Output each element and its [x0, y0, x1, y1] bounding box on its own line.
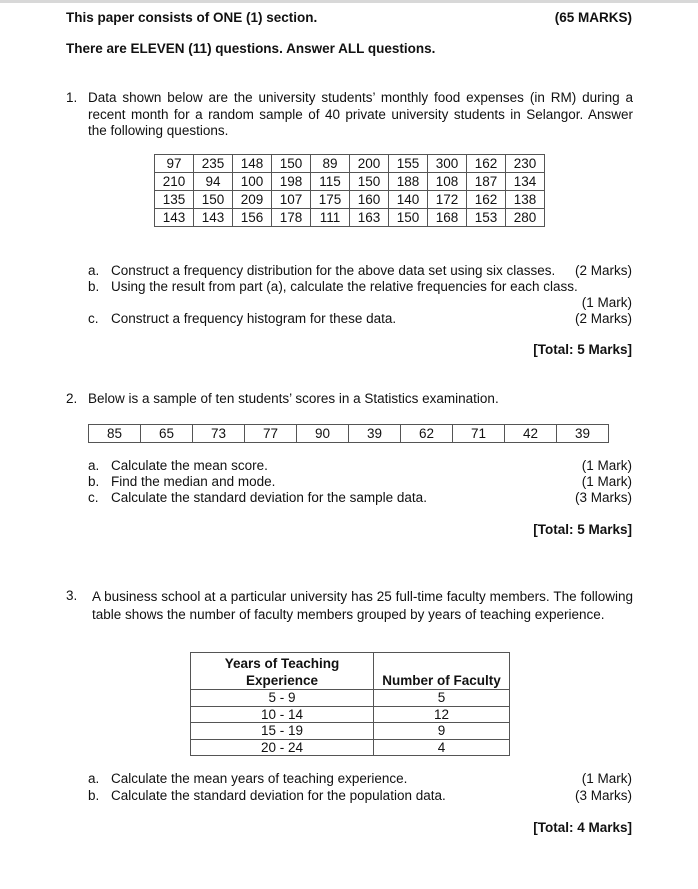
- table-cell: 230: [506, 155, 545, 173]
- score-cell: 42: [505, 425, 557, 443]
- table-cell: 143: [194, 209, 233, 227]
- q2-total: [Total: 5 Marks]: [533, 522, 632, 537]
- table-cell: 97: [155, 155, 194, 173]
- score-cell: 65: [141, 425, 193, 443]
- table-cell: 280: [506, 209, 545, 227]
- years-cell: 10 - 14: [191, 706, 374, 723]
- table-cell: 300: [428, 155, 467, 173]
- q3a-text: Calculate the mean years of teaching experience.: [111, 771, 408, 786]
- table-cell: 134: [506, 173, 545, 191]
- count-cell: 12: [374, 706, 510, 723]
- q2b-text: Find the median and mode.: [111, 474, 276, 489]
- q1b-text: Using the result from part (a), calculate the relative frequencies for each class.: [111, 279, 578, 294]
- years-cell: 5 - 9: [191, 690, 374, 707]
- sections-note: This paper consists of ONE (1) section.: [66, 10, 318, 25]
- count-cell: 9: [374, 723, 510, 740]
- table-cell: 209: [233, 191, 272, 209]
- table-cell: 150: [194, 191, 233, 209]
- table-row: [191, 723, 510, 740]
- q1-total: [Total: 5 Marks]: [533, 342, 632, 357]
- q1-text: Data shown below are the university students’ monthly food expenses (in RM) during a recent month for a random sample of 40 private university students in Selangor. Answer the following questions.: [88, 90, 633, 138]
- q2c-label: c.: [88, 490, 99, 505]
- table-cell: 138: [506, 191, 545, 209]
- score-cell: 62: [401, 425, 453, 443]
- table-cell: 111: [311, 209, 350, 227]
- table-row: [155, 209, 545, 227]
- table-cell: 153: [467, 209, 506, 227]
- table-row: [155, 155, 545, 173]
- page-edge: [0, 0, 698, 3]
- count-cell: 5: [374, 690, 510, 707]
- q2-scores-table: [88, 424, 609, 443]
- q2c-marks: (3 Marks): [575, 490, 632, 505]
- table-cell: 210: [155, 173, 194, 191]
- table-cell: 155: [389, 155, 428, 173]
- table-cell: 175: [311, 191, 350, 209]
- table-cell: 140: [389, 191, 428, 209]
- col-header-years-line2: Experience: [245, 673, 319, 688]
- q2a-label: a.: [88, 458, 100, 473]
- q2b-marks: (1 Mark): [581, 474, 632, 489]
- years-cell: 20 - 24: [191, 739, 374, 756]
- table-cell: 143: [155, 209, 194, 227]
- table-cell: 135: [155, 191, 194, 209]
- table-cell: 160: [350, 191, 389, 209]
- q3b-text: Calculate the standard deviation for the population data.: [111, 788, 446, 803]
- q2b-label: b.: [88, 474, 100, 489]
- q2a-marks: (1 Mark): [581, 458, 632, 473]
- col-header-faculty: Number of Faculty: [374, 653, 510, 690]
- table-cell: 200: [350, 155, 389, 173]
- score-cell: 77: [245, 425, 297, 443]
- table-cell: 198: [272, 173, 311, 191]
- q1-number: 1.: [66, 90, 78, 105]
- q1a-text: Construct a frequency distribution for the above data set using six classes.: [111, 263, 556, 278]
- q3a-marks: (1 Mark): [581, 771, 632, 786]
- table-cell: 188: [389, 173, 428, 191]
- table-cell: 235: [194, 155, 233, 173]
- score-cell: 73: [193, 425, 245, 443]
- q3-number: 3.: [66, 588, 78, 603]
- table-cell: 150: [389, 209, 428, 227]
- table-cell: 94: [194, 173, 233, 191]
- q2-text: Below is a sample of ten students’ scores in a Statistics examination.: [88, 391, 499, 406]
- q3b-label: b.: [88, 788, 100, 803]
- q1c-marks: (2 Marks): [575, 311, 632, 326]
- q1c-text: Construct a frequency histogram for these data.: [111, 311, 397, 326]
- col-header-years: [191, 653, 374, 690]
- table-cell: 107: [272, 191, 311, 209]
- score-cell: 71: [453, 425, 505, 443]
- table-cell: 162: [467, 191, 506, 209]
- count-cell: 4: [374, 739, 510, 756]
- q2a-text: Calculate the mean score.: [111, 458, 268, 473]
- table-cell: 168: [428, 209, 467, 227]
- table-cell: 89: [311, 155, 350, 173]
- table-row: [155, 191, 545, 209]
- table-row: [155, 173, 545, 191]
- table-cell: 148: [233, 155, 272, 173]
- col-header-years-line1: Years of Teaching: [224, 656, 340, 671]
- total-marks: (65 MARKS): [554, 10, 632, 25]
- q1a-marks: (2 Marks): [575, 263, 632, 278]
- q3b-marks: (3 Marks): [575, 788, 632, 803]
- q1b-marks: (1 Mark): [581, 295, 632, 310]
- table-cell: 162: [467, 155, 506, 173]
- score-cell: 85: [89, 425, 141, 443]
- q3-text: A business school at a particular university has 25 full-time faculty members. The following table shows the number of faculty members grouped by years of teaching experience.: [92, 589, 633, 622]
- q3-total: [Total: 4 Marks]: [533, 820, 632, 835]
- q1c-label: c.: [88, 311, 99, 326]
- table-row: [191, 690, 510, 707]
- table-cell: 163: [350, 209, 389, 227]
- table-cell: 150: [350, 173, 389, 191]
- q2-number: 2.: [66, 391, 78, 406]
- table-cell: 108: [428, 173, 467, 191]
- q1a-label: a.: [88, 263, 100, 278]
- table-row: [191, 706, 510, 723]
- q3a-label: a.: [88, 771, 100, 786]
- table-cell: 156: [233, 209, 272, 227]
- table-cell: 100: [233, 173, 272, 191]
- score-cell: 39: [557, 425, 609, 443]
- score-cell: 90: [297, 425, 349, 443]
- score-cell: 39: [349, 425, 401, 443]
- q3-faculty-table: [190, 652, 510, 756]
- q1-data-table: [154, 154, 545, 227]
- table-cell: 187: [467, 173, 506, 191]
- instructions: There are ELEVEN (11) questions. Answer ALL questions.: [66, 41, 436, 56]
- table-cell: 172: [428, 191, 467, 209]
- table-cell: 150: [272, 155, 311, 173]
- q1b-label: b.: [88, 279, 100, 294]
- years-cell: 15 - 19: [191, 723, 374, 740]
- q2c-text: Calculate the standard deviation for the sample data.: [111, 490, 427, 505]
- table-row: [191, 739, 510, 756]
- table-cell: 178: [272, 209, 311, 227]
- table-cell: 115: [311, 173, 350, 191]
